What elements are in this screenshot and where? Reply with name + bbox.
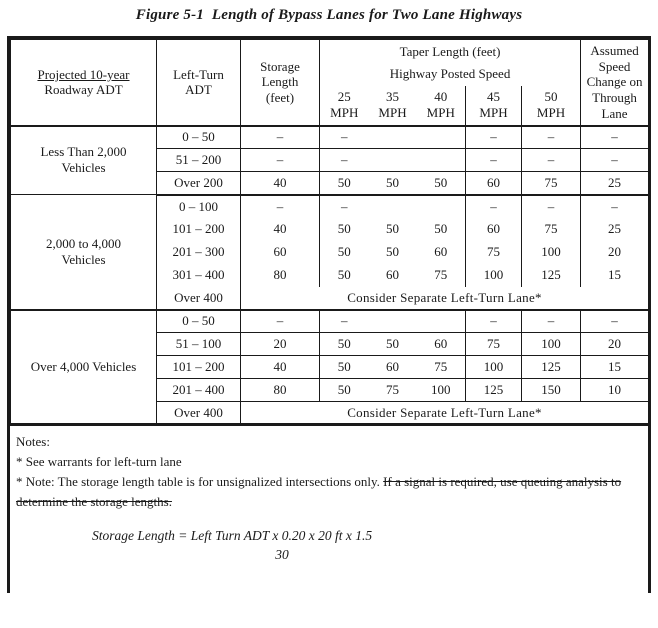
section-label-less-2000: Less Than 2,000 Vehicles [11,126,157,195]
header-speed-45: 45 MPH [466,86,522,126]
cell-taper-35: 75 [369,379,417,402]
cell-storage: 20 [241,333,320,356]
cell-taper-25: 50 [320,356,369,379]
cell-taper-40: 60 [417,241,466,264]
header-speed-50: 50 MPH [522,86,581,126]
cell-taper-35: 50 [386,221,399,237]
cell-taper-50: 100 [522,333,581,356]
cell-adt-range: 0 – 50 [157,126,241,149]
cell-taper-50: 75 [522,172,581,195]
cell-taper-50: 75 [522,218,581,241]
cell-taper-45: – [466,126,522,149]
header-roadway-adt: Projected 10-year Roadway ADT [11,40,157,126]
cell-consider-separate-lane: Consider Separate Left-Turn Lane* [241,287,649,310]
cell-storage: 80 [241,379,320,402]
cell-adt-range: 301 – 400 [157,264,241,287]
header-storage-length: Storage Length (feet) [241,40,320,126]
cell-consider-separate-lane: Consider Separate Left-Turn Lane* [241,402,649,425]
cell-taper-40 [417,126,466,149]
section-label-over-4000: Over 4,000 Vehicles [11,310,157,425]
cell-adt-range: Over 200 [157,172,241,195]
header-speed-35: 35 MPH [369,86,417,126]
table-row [11,126,649,149]
cell-taper-40 [417,149,466,172]
cell-assumed: 15 [581,356,649,379]
cell-taper-45: 100 [466,264,522,287]
cell-storage: – [241,149,320,172]
cell-taper-35: 50 [369,172,417,195]
cell-taper-35 [369,195,417,218]
cell-taper-40 [417,195,466,218]
cell-taper-40: 50 [417,172,466,195]
cell-taper-25: – [320,126,369,149]
cell-taper-35: 50 [369,333,417,356]
cell-taper-25: – [320,310,369,333]
cell-taper-40: 75 [417,356,466,379]
cell-taper-25: 50 [320,218,369,241]
cell-adt-range: 201 – 400 [157,379,241,402]
cell-taper-25: – [320,149,369,172]
cell-adt-range: Over 400 [157,287,241,310]
cell-storage: 40 [241,218,320,241]
cell-taper-45: – [466,310,522,333]
table-row [11,310,649,333]
cell-taper-50: 100 [522,241,581,264]
cell-adt-range: 0 – 100 [157,195,241,218]
cell-taper-25: 50 [320,241,369,264]
cell-taper-50: 125 [522,356,581,379]
cell-taper-45: 60 [466,172,522,195]
header-speed-40: 40 MPH [417,86,466,126]
cell-adt-range: 51 – 200 [157,149,241,172]
cell-taper-25: 50 [320,333,369,356]
cell-taper-40: 100 [417,379,466,402]
section-label-2000-4000: 2,000 to 4,000 Vehicles [11,195,157,310]
cell-adt-range: 0 – 50 [157,310,241,333]
cell-adt-range: 201 – 300 [157,241,241,264]
cell-taper-50: – [522,195,581,218]
cell-taper-35 [369,149,417,172]
cell-adt-range: Over 400 [157,402,241,425]
cell-taper-45: 125 [466,379,522,402]
cell-taper-35: 60 [369,356,417,379]
cell-taper-25: 50 [320,264,369,287]
header-speed-25: 25 MPH [320,86,369,126]
cell-taper-40: 75 [417,264,466,287]
cell-assumed: 25 [581,218,649,241]
cell-taper-45: – [466,195,522,218]
cell-taper-45: 100 [466,356,522,379]
notes-section [10,426,648,564]
cell-assumed: – [581,126,649,149]
header-taper-length: Taper Length (feet) Highway Posted Speed [320,40,581,86]
cell-adt-range: 101 – 200 [157,356,241,379]
cell-taper-45: 60 [466,218,522,241]
cell-assumed: 10 [581,379,649,402]
cell-assumed: 25 [581,172,649,195]
cell-adt-range: 101 – 200 [157,218,241,241]
cell-assumed: 15 [581,264,649,287]
cell-taper-45: 75 [466,241,522,264]
cell-assumed: – [581,310,649,333]
cell-taper-35: 60 [386,267,399,283]
cell-storage: 40 [241,172,320,195]
cell-taper-35 [369,126,417,149]
note-storage: * Note: The storage length table is for unsignalized intersections only. If a signal is required, use queuing analysis to determine the storage lengths. [16,474,622,509]
formula-numerator: Storage Length = Left Turn ADT x 0.20 x 20 ft x 1.5 [92,528,373,543]
cell-storage: 60 [241,241,320,264]
header-left-turn-adt: Left-Turn ADT [157,40,241,126]
cell-assumed: 20 [581,241,649,264]
cell-taper-45: – [466,149,522,172]
cell-taper-40: 60 [417,333,466,356]
notes-heading: Notes: [16,434,50,449]
cell-taper-40 [417,310,466,333]
cell-taper-50: – [522,149,581,172]
cell-adt-range: 51 – 100 [157,333,241,356]
cell-storage: – [241,126,320,149]
cell-taper-50: 150 [522,379,581,402]
cell-taper-50: 125 [522,264,581,287]
formula-denominator: 30 [275,547,289,562]
table-row [11,195,649,218]
cell-taper-45: 75 [466,333,522,356]
cell-taper-25: – [320,195,369,218]
cell-taper-25: 50 [320,172,369,195]
cell-assumed: 20 [581,333,649,356]
cell-storage: – [241,310,320,333]
figure-title: Figure 5-1 Length of Bypass Lanes for Two Lane Highways [135,7,523,23]
cell-assumed: – [581,149,649,172]
cell-storage: – [241,195,320,218]
struck-text: If a signal is required, use queuing analysis to determine the storage lengths. [16,474,622,509]
cell-storage: 80 [241,264,320,287]
storage-length-formula [92,526,645,564]
cell-taper-50: – [522,126,581,149]
cell-taper-50: – [522,310,581,333]
cell-storage: 40 [241,356,320,379]
bypass-lane-table [10,39,649,426]
cell-assumed: – [581,195,649,218]
cell-taper-35: 50 [386,244,399,260]
cell-taper-40: 50 [417,218,466,241]
header-assumed-speed-change: Assumed Speed Change on Through Lane [581,40,649,126]
cell-taper-35 [369,310,417,333]
figure-box [7,36,651,593]
cell-taper-25: 50 [320,379,369,402]
note-warrants: * See warrants for left-turn lane [16,454,182,469]
